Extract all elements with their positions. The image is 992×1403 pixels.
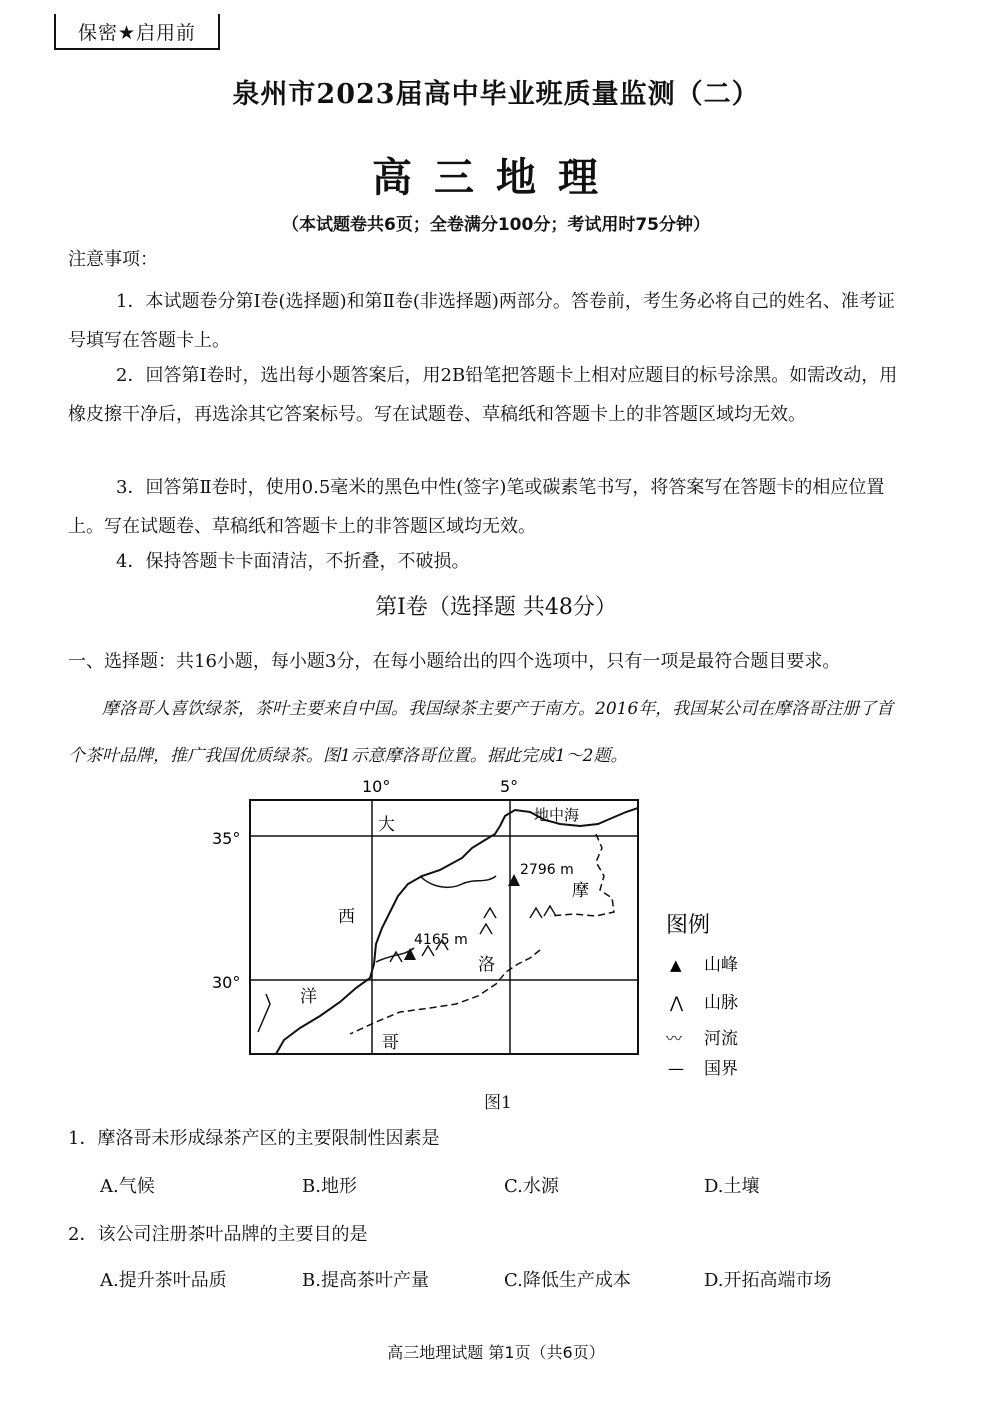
sea-label: 地中海 [534,806,580,824]
border-south [350,950,540,1034]
lon-label-10: 10° [362,777,391,796]
question-2-option-c: C.降低生产成本 [504,1270,631,1291]
question-1-option-c: C.水源 [504,1176,559,1197]
question-1-option-a: A.气候 [100,1176,155,1197]
question-2-option-b: B.提高茶叶产量 [302,1270,429,1291]
exam-info: （本试题卷共6页；全卷满分100分；考试用时75分钟） [282,215,710,235]
notice-title: 注意事项： [68,249,158,270]
page-footer: 高三地理试题 第1页（共6页） [387,1343,605,1362]
country-char-2: 洛 [478,955,495,975]
coast-small [258,994,270,1032]
section-instruction: 一、选择题：共16小题，每小题3分，在每小题给出的四个选项中，只有一项是最符合题目要求。 [68,651,841,672]
legend-symbol-range: ⋀ [670,993,684,1012]
river-1 [420,876,496,887]
peak-4165-icon [404,948,416,960]
lon-label-5: 5° [500,777,519,796]
notice-item-2: 2．回答第Ⅰ卷时，选出每小题答案后，用2B铅笔把答题卡上相对应题目的标号涂黑。如需改动，用橡皮擦干净后，再选涂其它答案标号。写在试题卷、草稿纸和答题卡上的非答题区域均无效。 [68,365,898,425]
legend-symbol-border: — [668,1059,684,1078]
question-1-stem: 1．摩洛哥未形成绿茶产区的主要限制性因素是 [68,1128,440,1149]
legend-title: 图例 [666,913,711,938]
ocean-char-3: 洋 [300,987,317,1007]
notice-item-3: 3．回答第Ⅱ卷时，使用0.5毫米的黑色中性(签字)笔或碳素笔书写，将答案写在答题卡的相应位置上。写在试题卷、草稿纸和答题卡上的非答题区域均无效。 [68,477,885,537]
country-char-1: 摩 [572,881,589,901]
legend-symbol-peak: ▲ [670,956,682,974]
legend-label-range: 山脉 [704,993,738,1013]
legend-symbol-river: 〰 [666,1029,683,1048]
secret-label: 保密★启用前 [54,14,220,50]
figure-caption: 图1 [484,1093,512,1113]
legend-label-border: 国界 [704,1059,738,1079]
ocean-char-1: 大 [378,815,395,835]
peak-4165-label: 4165 m [414,932,468,948]
question-2-option-d: D.开拓高端市场 [704,1270,832,1291]
map-frame [250,800,638,1054]
legend-label-river: 河流 [704,1029,738,1049]
peak-2796-label: 2796 m [520,862,574,878]
lat-label-30: 30° [212,973,241,992]
exam-title: 泉州市2023届高中毕业班质量监测（二） [232,79,760,110]
subject-title: 高三地理 [372,154,620,201]
ocean-char-2: 西 [338,907,355,927]
question-2-stem: 2．该公司注册茶叶品牌的主要目的是 [68,1224,368,1245]
question-2-option-a: A.提升茶叶品质 [100,1270,227,1291]
passage: 摩洛哥人喜饮绿茶，茶叶主要来自中国。我国绿茶主要产于南方。2016年，我国某公司在摩洛哥注册了首个茶叶品牌，推广我国优质绿茶。图1示意摩洛哥位置。据此完成1～2题。 [68,699,894,766]
question-1-option-b: B.地形 [302,1176,357,1197]
country-char-3: 哥 [382,1033,399,1053]
question-1-option-d: D.土壤 [704,1176,760,1197]
section-title: 第Ⅰ卷（选择题 共48分） [375,595,617,620]
morocco-map [200,772,800,1084]
notice-item-1: 1．本试题卷分第Ⅰ卷(选择题)和第Ⅱ卷(非选择题)两部分。答卷前，考生务必将自己的姓名、准考证号填写在答题卡上。 [68,291,895,351]
notice-item-4: 4．保持答题卡卡面清洁，不折叠，不破损。 [116,551,470,572]
lat-label-35: 35° [212,829,241,848]
legend-label-peak: 山峰 [704,955,738,975]
